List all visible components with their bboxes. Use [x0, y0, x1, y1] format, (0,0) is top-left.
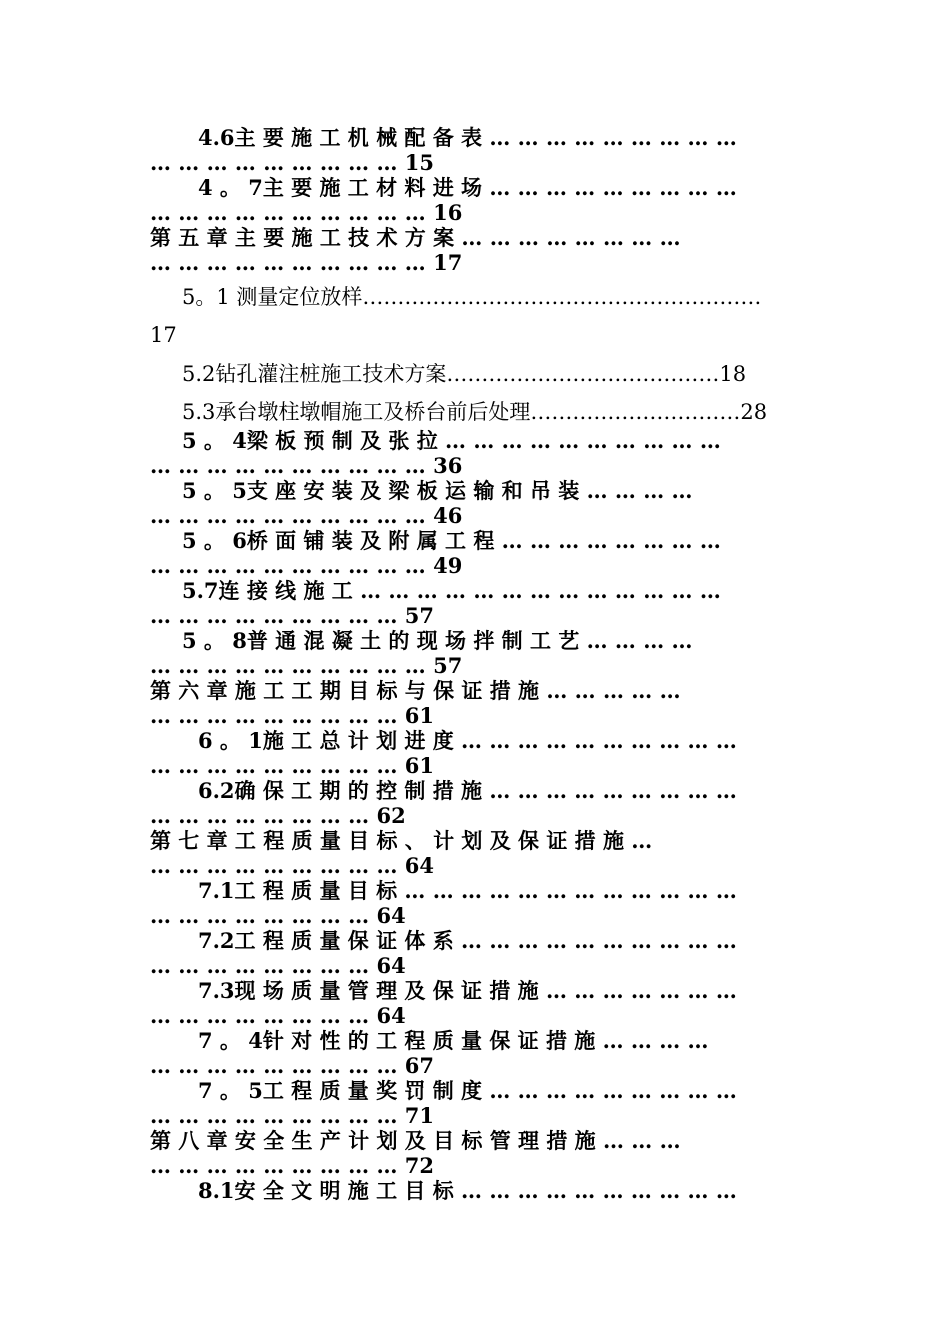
toc-line: … … … … … … … … … 67	[150, 1053, 435, 1078]
toc-line: 17	[150, 323, 177, 347]
toc-line: 5 。 8普 通 混 凝 土 的 现 场 拌 制 工 艺 … … … …	[182, 628, 693, 653]
toc-line: 5 。 5支 座 安 装 及 梁 板 运 输 和 吊 装 … … … …	[182, 478, 693, 503]
toc-line: 5。1 测量定位放样…………………………………………………	[182, 285, 762, 309]
toc-line: … … … … … … … … … 71	[150, 1103, 435, 1128]
toc-line: 4 。 7主 要 施 工 材 料 进 场 … … … … … … … … …	[198, 175, 737, 200]
toc-line: 第 八 章 安 全 生 产 计 划 及 目 标 管 理 措 施 … … …	[150, 1128, 681, 1153]
toc-line: 7 。 4针 对 性 的 工 程 质 量 保 证 措 施 … … … …	[198, 1028, 709, 1053]
toc-line: 5.3承台墩柱墩帽施工及桥台前后处理…………………………28	[182, 400, 768, 424]
toc-line: … … … … … … … … … … 16	[150, 200, 463, 225]
toc-line: 8.1安 全 文 明 施 工 目 标 … … … … … … … … … …	[198, 1178, 737, 1203]
toc-line: … … … … … … … … … … 49	[150, 553, 463, 578]
toc-line: … … … … … … … … 62	[150, 803, 406, 828]
toc-line: 5 。 6桥 面 铺 装 及 附 属 工 程 … … … … … … … …	[182, 528, 721, 553]
toc-line: … … … … … … … … 64	[150, 953, 406, 978]
toc-line: 5 。 4梁 板 预 制 及 张 拉 … … … … … … … … … …	[182, 428, 721, 453]
toc-line: 5.2钻孔灌注桩施工技术方案…………………………………18	[182, 362, 747, 386]
toc-line: 第 五 章 主 要 施 工 技 术 方 案 … … … … … … … …	[150, 225, 681, 250]
toc-line: 7 。 5工 程 质 量 奖 罚 制 度 … … … … … … … … …	[198, 1078, 737, 1103]
toc-line: 7.1工 程 质 量 目 标 … … … … … … … … … … … …	[198, 878, 737, 903]
toc-line: 4.6主 要 施 工 机 械 配 备 表 … … … … … … … … …	[198, 125, 737, 150]
toc-line: … … … … … … … … … … 57	[150, 653, 463, 678]
toc-line: … … … … … … … … 64	[150, 903, 406, 928]
toc-line: 7.3现 场 质 量 管 理 及 保 证 措 施 … … … … … … …	[198, 978, 737, 1003]
toc-line: … … … … … … … … … … 46	[150, 503, 463, 528]
toc-line: … … … … … … … … … 61	[150, 703, 435, 728]
toc-line: … … … … … … … … … 15	[150, 150, 435, 175]
toc-line: 5.7连 接 线 施 工 … … … … … … … … … … … … …	[182, 578, 721, 603]
toc-line: 7.2工 程 质 量 保 证 体 系 … … … … … … … … … …	[198, 928, 737, 953]
toc-line: 第 六 章 施 工 工 期 目 标 与 保 证 措 施 … … … … …	[150, 678, 681, 703]
toc-line: … … … … … … … … … 72	[150, 1153, 435, 1178]
toc-line: 6.2确 保 工 期 的 控 制 措 施 … … … … … … … … …	[198, 778, 737, 803]
toc-line: … … … … … … … … 64	[150, 1003, 406, 1028]
toc-line: … … … … … … … … … 61	[150, 753, 435, 778]
toc-line: … … … … … … … … … … 17	[150, 250, 463, 275]
toc-line: … … … … … … … … … … 36	[150, 453, 463, 478]
toc-line: 第 七 章 工 程 质 量 目 标 、 计 划 及 保 证 措 施 …	[150, 828, 653, 853]
toc-line: … … … … … … … … … 64	[150, 853, 435, 878]
toc-line: 6 。 1施 工 总 计 划 进 度 … … … … … … … … … …	[198, 728, 737, 753]
toc-line: … … … … … … … … … 57	[150, 603, 435, 628]
